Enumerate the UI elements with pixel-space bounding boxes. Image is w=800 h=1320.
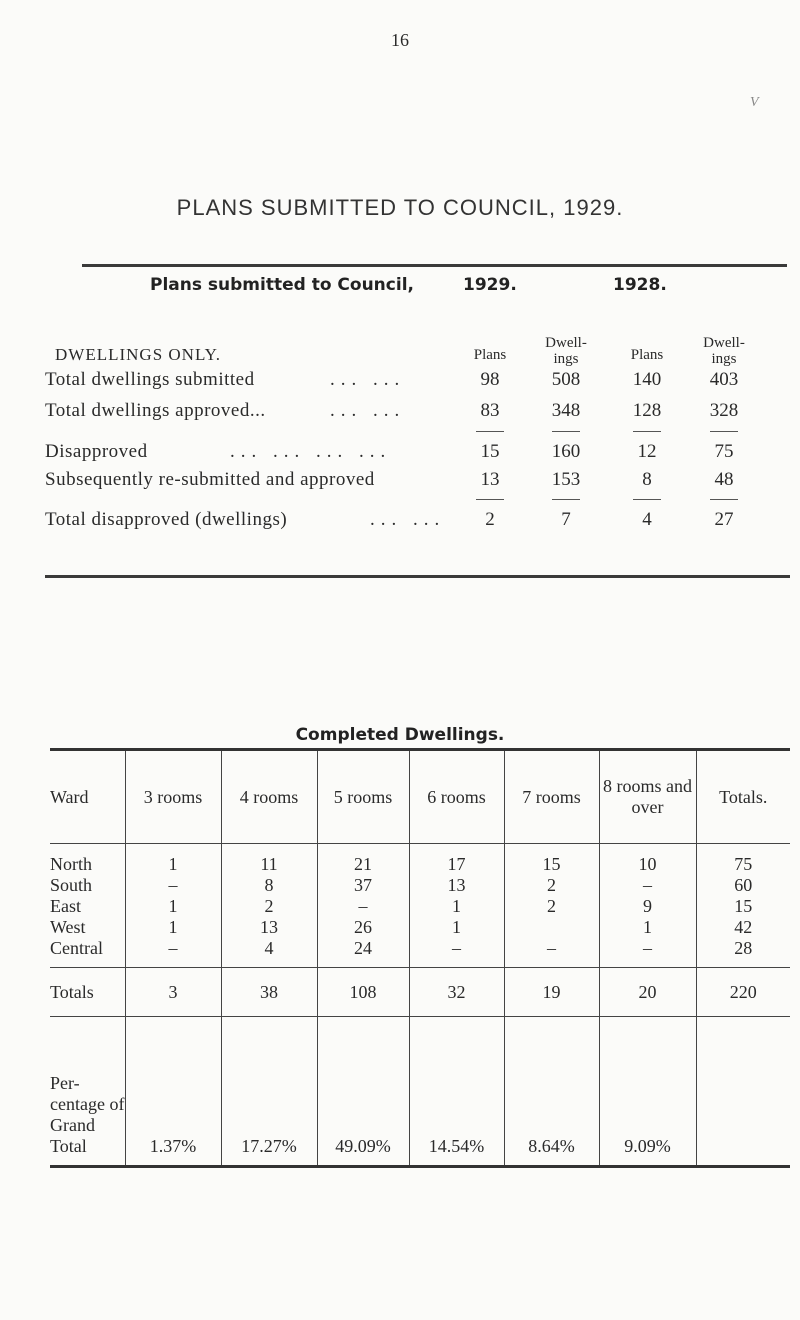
percentage-label-cell: [50, 1017, 125, 1167]
col-header-7-rooms: 7 rooms: [504, 750, 599, 844]
percentage-cell: 9.09%: [599, 1017, 696, 1167]
completed-dwellings-heading: Completed Dwellings.: [295, 725, 505, 745]
subtotal-rule: [476, 431, 504, 432]
plans-row: [45, 509, 790, 535]
leader-dots: ... ...: [330, 369, 406, 390]
table-cell: 1: [125, 917, 221, 938]
ward-name: South: [50, 875, 93, 895]
plans-1928-value: 128: [632, 400, 662, 421]
table-row: [50, 844, 790, 876]
page-number: 16: [391, 30, 409, 50]
table-cell: 4: [221, 938, 317, 968]
table-cell: 2: [504, 896, 599, 917]
table-cell: 10: [599, 844, 696, 876]
subtotal-rule: [633, 499, 661, 500]
percentage-cell: 8.64%: [504, 1017, 599, 1167]
table-cell: –: [504, 938, 599, 968]
table-cell: 17: [409, 844, 504, 876]
table-cell: –: [599, 938, 696, 968]
table-row: [50, 938, 790, 968]
table-cell: 13: [409, 875, 504, 896]
dwellings-1928-value: 403: [709, 369, 739, 390]
plans-1929-value: 13: [480, 469, 500, 490]
table-cell: 2: [504, 875, 599, 896]
plans-subheader-row: [55, 335, 790, 367]
dwellings-1928-value: 48: [714, 469, 734, 490]
table-row: [50, 896, 790, 917]
total-cell: 20: [599, 968, 696, 1017]
subtotal-rule: [710, 499, 738, 500]
ward-name: East: [50, 896, 81, 916]
header-row: [50, 750, 790, 844]
dwellings-1928-value: 328: [709, 400, 739, 421]
percentage-label: Per- centage of Grand Total: [50, 1073, 125, 1156]
table-cell: –: [317, 896, 409, 917]
plans-row: [45, 469, 790, 495]
table-cell: –: [125, 938, 221, 968]
table-cell: 26: [317, 917, 409, 938]
table-row: [50, 875, 790, 896]
plans-section-heading: Plans submitted to Council,: [150, 275, 414, 295]
margin-mark: V: [750, 95, 759, 110]
col-header-5-rooms: 5 rooms: [317, 750, 409, 844]
completed-dwellings-table: [50, 748, 790, 1168]
col-header-dwellings-1928: Dwell- ings: [703, 335, 745, 367]
ward-name: North: [50, 854, 92, 874]
row-label: Total dwellings submitted: [45, 369, 255, 390]
dwellings-1928-value: 75: [714, 441, 734, 462]
percentage-cell: 17.27%: [221, 1017, 317, 1167]
totals-row: [50, 968, 790, 1017]
plans-1929-value: 83: [480, 400, 500, 421]
row-label: Subsequently re-submitted and approved: [45, 469, 375, 490]
dwellings-only-label: DWELLINGS ONLY.: [55, 345, 221, 364]
table-cell: 42: [696, 917, 790, 938]
plans-row: [45, 369, 790, 395]
table-cell: 60: [696, 875, 790, 896]
plans-1928-value: 12: [637, 441, 657, 462]
table-cell: [504, 917, 599, 938]
plans-row: [45, 441, 790, 467]
plans-1929-value: 2: [485, 509, 495, 530]
plans-row: [45, 400, 790, 426]
col-header-8-rooms-and-over: 8 rooms and over: [599, 750, 696, 844]
dwellings-1929-value: 508: [551, 369, 581, 390]
table-cell: 9: [599, 896, 696, 917]
col-header-4-rooms: 4 rooms: [221, 750, 317, 844]
plans-1928-value: 140: [632, 369, 662, 390]
subtotal-rule: [552, 431, 580, 432]
plans-1929-value: 15: [480, 441, 500, 462]
total-cell: 19: [504, 968, 599, 1017]
table-cell: 1: [409, 917, 504, 938]
table-cell: 1: [125, 844, 221, 876]
col-header-plans-1929: Plans: [473, 347, 507, 363]
table-cell: 8: [221, 875, 317, 896]
col-header-6-rooms: 6 rooms: [409, 750, 504, 844]
leader-dots: ... ...: [330, 400, 406, 421]
dwellings-1929-value: 153: [551, 469, 581, 490]
top-rule: [82, 264, 787, 267]
table-cell: 2: [221, 896, 317, 917]
table-cell: –: [125, 875, 221, 896]
table-cell: 13: [221, 917, 317, 938]
total-cell: 38: [221, 968, 317, 1017]
section-divider-rule: [45, 575, 790, 578]
ward-name: West: [50, 917, 86, 937]
dwellings-1929-value: 160: [551, 441, 581, 462]
total-cell: 108: [317, 968, 409, 1017]
table-cell: 24: [317, 938, 409, 968]
row-label: Disapproved: [45, 441, 148, 462]
dwellings-1928-value: 27: [714, 509, 734, 530]
percentage-cell: 49.09%: [317, 1017, 409, 1167]
plans-1928-value: 8: [642, 469, 652, 490]
table-cell: 1: [599, 917, 696, 938]
col-header-ward: Ward: [50, 750, 125, 844]
row-label: Total dwellings approved...: [45, 400, 266, 421]
table-cell: 11: [221, 844, 317, 876]
ward-name: Central: [50, 938, 103, 958]
subtotal-rule: [633, 431, 661, 432]
leader-dots: ... ... ... ...: [230, 441, 392, 462]
table-cell: –: [409, 938, 504, 968]
leader-dots: ... ...: [370, 509, 446, 530]
year-1928-heading: 1928.: [613, 275, 667, 295]
plans-1928-value: 4: [642, 509, 652, 530]
table-cell: 37: [317, 875, 409, 896]
col-header-totals: Totals.: [696, 750, 790, 844]
table-cell: 15: [696, 896, 790, 917]
dwellings-1929-value: 348: [551, 400, 581, 421]
percentage-cell: 14.54%: [409, 1017, 504, 1167]
table-cell: 15: [504, 844, 599, 876]
dwellings-1929-value: 7: [561, 509, 571, 530]
percentage-cell: 1.37%: [125, 1017, 221, 1167]
subtotal-rule: [476, 499, 504, 500]
total-cell: 32: [409, 968, 504, 1017]
totals-label: Totals: [50, 968, 125, 1017]
total-cell: 3: [125, 968, 221, 1017]
subtotal-rule: [710, 431, 738, 432]
plans-1929-value: 98: [480, 369, 500, 390]
page-title: PLANS SUBMITTED TO COUNCIL, 1929.: [176, 195, 624, 220]
table-cell: 1: [125, 896, 221, 917]
table-cell: –: [599, 875, 696, 896]
subtotal-rule: [552, 499, 580, 500]
table-cell: 28: [696, 938, 790, 968]
col-header-3-rooms: 3 rooms: [125, 750, 221, 844]
table-cell: 75: [696, 844, 790, 876]
table-cell: 1: [409, 896, 504, 917]
col-header-dwellings-1929: Dwell- ings: [545, 335, 587, 367]
total-cell: 220: [696, 968, 790, 1017]
year-1929-heading: 1929.: [463, 275, 517, 295]
col-header-plans-1928: Plans: [630, 347, 664, 363]
table-row: [50, 917, 790, 938]
percentage-row: [50, 1017, 790, 1167]
percentage-cell: [696, 1017, 790, 1167]
row-label: Total disapproved (dwellings): [45, 509, 288, 530]
table-cell: 21: [317, 844, 409, 876]
